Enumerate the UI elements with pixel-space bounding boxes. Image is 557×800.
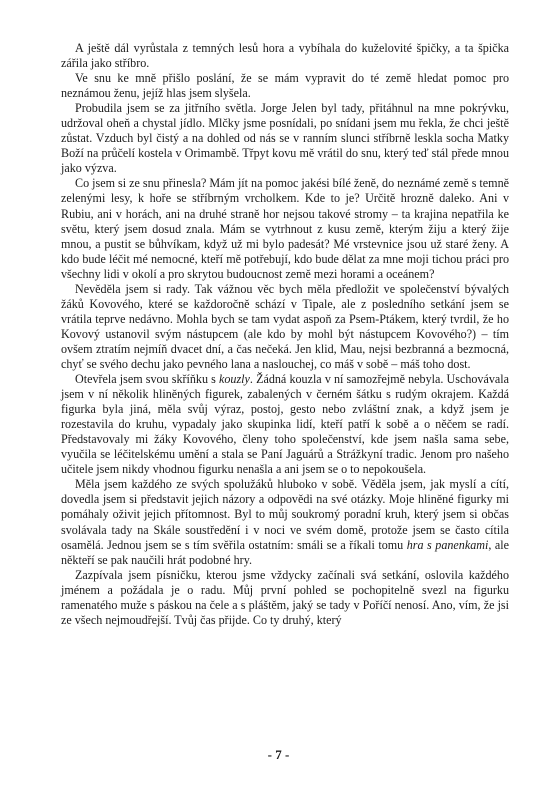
italic-term: kouzly (219, 372, 250, 387)
paragraph-text: Otevřela jsem svou skříňku s (75, 372, 220, 387)
paragraph-3 (61, 101, 509, 176)
paragraph-text: Nevěděla jsem si rady. Tak vážnou věc bych měla předložit ve společenství bývalých žáků Kovového, které se každoročně schází v Tipale, ale z posledního setkání jsem se vrátila teprve nedávno. Mohla bych se tam vydat aspoň za Psem-Ptákem, který tvrdil, že ho Kovový ustanovil svým nástupcem (ale kdo by mohl být nástupcem Kovového?) – tím ovšem ztratím nejmíň dvacet dní, a čas nečeká. Jen klid, Mau, nejsi bezbranná a bezmocná, chyť se svého dechu jako pevného lana a naslouchej, co máš v sobě – máš toho dost. (61, 281, 509, 371)
paragraph-text: Zazpívala jsem písničku, kterou jsme vždycky začínali svá setkání, oslovila každého jménem a požádala je o radu. Můj první pohled se pochopitelně svezl na figurku ramenatého muže s páskou na čele a s pláštěm, jaký se tady v Poříčí nenosí. Ano, vím, že jsi ze všech nejmoudřejší. Tvůj čas přijde. Co ty druhý, který (61, 567, 509, 627)
paragraph-8 (61, 568, 509, 628)
paragraph-1 (61, 41, 509, 71)
paragraph-text: Ve snu ke mně přišlo poslání, že se mám vypravit do té země hledat pomoc pro neznámou ženu, jejíž hlas jsem slyšela. (61, 71, 509, 101)
paragraph-text: . Žádná kouzla v ní samozřejmě nebyla. Uschovávala jsem v ní několik hliněných figurek, zabalených v černém šátku s rudým okrajem. Každá figurka byla jiná, měla svůj výraz, postoj, gesto nebo zvláštní znak, a když jsem je rozestavila do kruhu, vypadaly jako skupinka lidí, kteří patří k sobě a o něčem se radí. Představovaly mi žáky Kovového, členy toho společenství, kde jsem našla sama sebe, vyučila se léčitelskému umění a stala se Paní Jaguárů a Strážkyní tradic. Jenom pro našeho učitele jsem nikdy vhodnou figurku nenašla a ani jsem se o to nepokoušela. (61, 372, 509, 477)
paragraph-text: Co jsem si ze snu přinesla? Mám jít na pomoc jakési bílé ženě, do neznámé země s temně zelenými lesy, k hoře se stříbrným vrcholkem. Kde to je? Určitě hrozně daleko. Ani v Rubiu, ani v horách, ani na druhé straně hor nejsou takové stromy – ta krajina nepatřila ke světu, který jsem dosud znala. Mám se vytrhnout z kusu země, kterým žiju a který žije mnou, a pustit se bůhvíkam, když už mi bylo padesát? Mé vrstevnice jsou už staré ženy. A kdo bude léčit mé nemocné, kteří mě potřebují, kdo bude dělat za mne moji tichou práci pro všechny lidi v okolí a pro skrytou budoucnost země mezi horami a oceánem? (61, 176, 509, 281)
paragraph-6 (61, 372, 509, 477)
paragraph-text: , ale někteří se pak naučili hrát podobné hry. (61, 537, 509, 567)
paragraph-text: A ještě dál vyrůstala z temných lesů hora a vybíhala do kuželovité špičky, a ta špička zářila jako stříbro. (61, 41, 509, 71)
italic-term: hra s panenkami (406, 537, 489, 552)
page-number: - 7 - (267, 747, 290, 762)
paragraph-2 (61, 71, 509, 101)
paragraph-5 (61, 282, 509, 372)
paragraph-7 (61, 477, 509, 567)
paragraph-text: Probudila jsem se za jitřního světla. Jorge Jelen byl tady, přitáhnul na mne pokrývku, udržoval oheň a chystal jídlo. Mlčky jsme posnídali, po snídani jsem mu řekla, že chci ještě zůstat. Vzduch byl čistý a na dohled od nás se v ranním slunci stříbrně leskla socha Matky Boží na průčelí kostela v Orimambě. Třpyt kovu mě vrátil do snu, který teď stál přede mnou jako výzva. (61, 101, 509, 176)
page-body-text (61, 41, 509, 628)
paragraph-4 (61, 176, 509, 281)
paragraph-text: Měla jsem každého ze svých spolužáků hluboko v sobě. Věděla jsem, jak myslí a cítí, dovedla jsem si představit jejich názory a odpovědi na své otázky. Moje hliněné figurky mi pomáhaly oživit jejich přítomnost. Byl to můj soukromý poradní kruh, který jsem si občas svolávala tady na Skále soustředění i v noci ve svém domě, protože jsem se často cítila osamělá. Jednou jsem se s tím svěřila ostatním: smáli se a říkali tomu (61, 477, 509, 552)
